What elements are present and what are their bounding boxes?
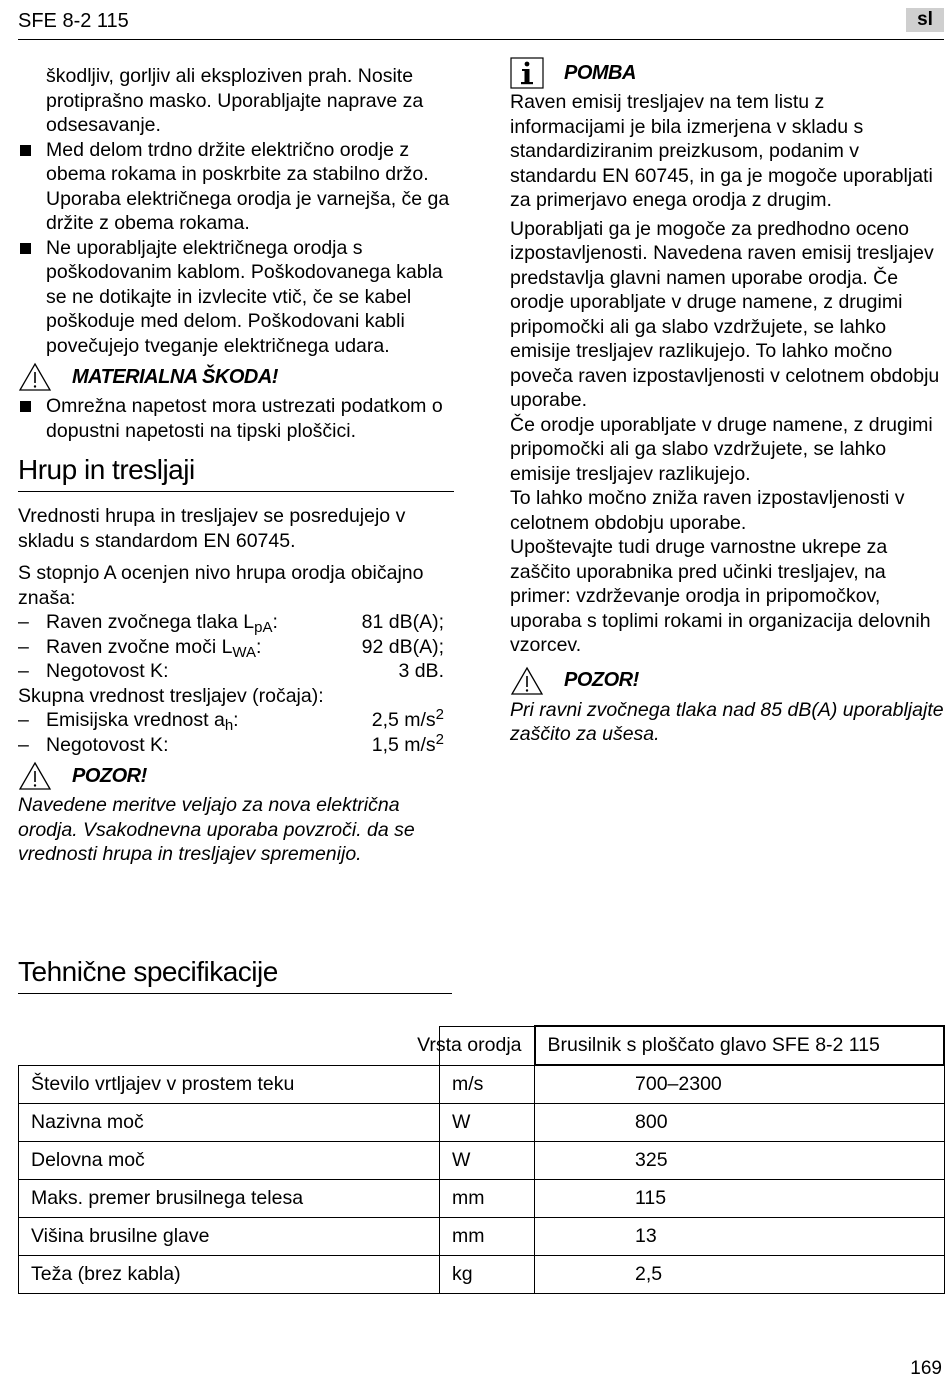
material-warning-title: MATERIALNA ŠKODA! — [72, 365, 278, 388]
caution-heading — [510, 664, 944, 698]
noise-value-row: – Raven zvočnega tlaka $L_{pA}$: 81 dB(A); — [18, 611, 444, 636]
note-paragraph: Če orodje uporabljate v druge namene, z drugimi pripomočki ali ga slabo vzdržujete, se lahko emisije tresljajev razlikujejo. — [510, 413, 933, 485]
tool-type-label: Vrsta orodja — [440, 1026, 535, 1065]
note-paragraph: To lahko močno zniža raven izpostavljenosti v celotnem obdobju uporabe. — [510, 487, 905, 534]
safety-bullet: Ne uporabljajte električnega orodja s poškodovanim kablom. Poškodovanega kabla se ne dotikajte in izvlecite vtič, če se kabel poškoduje med delom. Poškodovani kabli povečujejo tveganje električnega udara. — [18, 236, 454, 359]
table-header-row — [19, 1026, 945, 1065]
note-heading — [510, 56, 944, 90]
warning-triangle-icon — [18, 362, 52, 392]
noise-value-row: – Raven zvočne moči $L_{WA}$: 92 dB(A); — [18, 635, 444, 661]
noise-value-row: – Negotovost K: 3 dB. — [18, 660, 444, 682]
warning-triangle-icon — [510, 666, 544, 696]
table-row: Teža (brez kabla) kg 2,5 — [19, 1256, 945, 1294]
note-paragraph: Uporabljati ga je mogoče za predhodno oceno izpostavljenosti. Navedena raven emisij tresljajev predstavlja glavni namen uporabe orodja. Če orodje uporabljate v druge namene, z drugimi pripomočki ali ga slabo vzdržujete, se lahko emisije tresljajev razlikujejo. To lahko močno poveča raven izpostavljenosti v celotnem obdobju uporabe. — [510, 217, 940, 411]
caution-title: POZOR! — [72, 764, 147, 787]
caution-heading — [18, 759, 454, 793]
noise-heading: Hrup in tresljaji — [18, 453, 454, 492]
right-column — [510, 61, 944, 747]
table-row: Višina brusilne glave mm 13 — [19, 1218, 945, 1256]
warning-triangle-icon — [18, 761, 52, 791]
table-row: Maks. premer brusilnega telesa mm 115 — [19, 1180, 945, 1218]
caution-text: Pri ravni zvočnega tlaka nad 85 dB(A) uporabljajte zaščito za ušesa. — [510, 698, 944, 745]
safety-bullet: Med delom trdno držite električno orodje z obema rokama in poskrbite za stabilno držo. Uporaba električnega orodja je varnejša, če ga držite z obema rokama. — [18, 138, 454, 236]
continuation-text: škodljiv, gorljiv ali eksploziven prah. Nosite protiprašno masko. Uporabljajte naprave za odsesavanje. — [46, 65, 424, 136]
note-paragraph: Upoštevajte tudi druge varnostne ukrepe za zaščito uporabnika pred učinki tresljajev, na primer: vzdrževanje orodja in pripomočkov, uporaba s toplimi rokami in organizacija delovnih vzorcev. — [510, 536, 931, 656]
language-badge: sl — [906, 8, 944, 32]
caution-title: POZOR! — [564, 669, 639, 692]
noise-intro: Vrednosti hrupa in tresljajev se posredujejo v skladu s standardom EN 60745. — [18, 505, 406, 552]
table-row: Število vrtljajev v prostem teku m/s 700–2300 — [19, 1065, 945, 1104]
header-divider — [18, 39, 944, 40]
left-column — [18, 64, 454, 867]
specs-table — [18, 1025, 945, 1294]
vibration-intro: Skupna vrednost tresljajev (ročaja): — [18, 684, 324, 707]
vibration-value-row: – Emisijska vrednost $a_h$: 2,5 $m/s^2$ — [18, 706, 444, 734]
info-icon — [510, 57, 544, 89]
caution-text: Navedene meritve veljajo za nova električna orodja. Vsakodnevna uporaba povzroči. da se vrednosti hrupa in tresljajev spremenijo. — [18, 794, 415, 865]
noise-level-intro: S stopnjo A ocenjen nivo hrupa orodja običajno znaša: — [18, 562, 424, 609]
vibration-value-row: – Negotovost K: 1,5 $m/s^2$ — [18, 730, 444, 756]
material-bullet: Omrežna napetost mora ustrezati podatkom o dopustni napetosti na tipski ploščici. — [18, 394, 454, 443]
specs-heading: Tehnične specifikacije — [18, 955, 452, 994]
page-number: 169 — [910, 1358, 942, 1379]
table-row: Delovna moč W 325 — [19, 1142, 945, 1180]
tool-name: Brusilnik s ploščato glavo SFE 8-2 115 — [535, 1026, 945, 1065]
document-model: SFE 8-2 115 — [18, 10, 129, 32]
note-paragraph: Raven emisij tresljajev na tem listu z informacijami je bila izmerjena v skladu s standardiziranim preizkusom, podanim v standardu EN 60745, in ga je mogoče uporabljati za primerjavo enega orodja z drugim. — [510, 91, 933, 211]
note-title: POMBA — [564, 61, 636, 84]
table-row: Nazivna moč W 800 — [19, 1104, 945, 1142]
material-warning-heading — [18, 360, 454, 394]
